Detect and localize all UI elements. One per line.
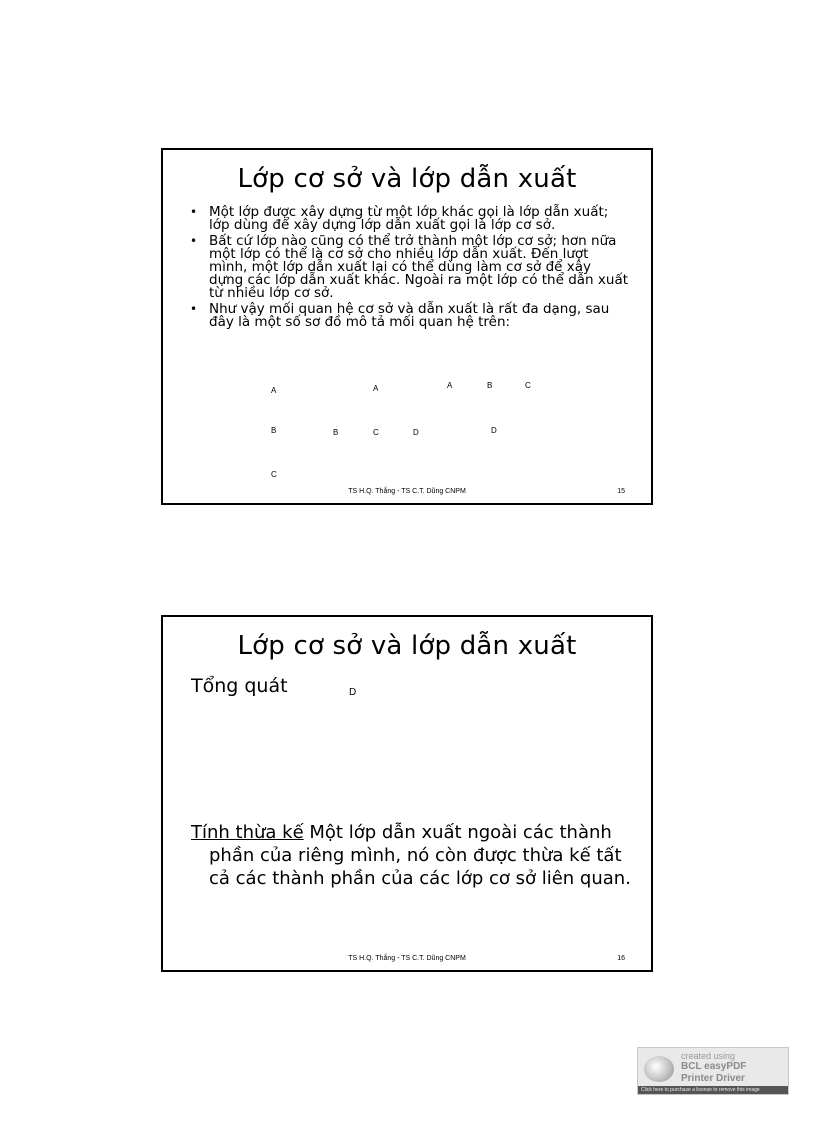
watermark-purchase-link[interactable]: Click here to purchase a license to remove this image [638, 1086, 788, 1094]
diagram-node: B [487, 381, 493, 390]
slide-title: Lớp cơ sở và lớp dẫn xuất [237, 164, 577, 194]
bullet-item [187, 235, 629, 300]
easypdf-watermark-badge[interactable] [637, 1047, 789, 1095]
bullet-dot-icon: • [190, 302, 198, 316]
bullet-list [187, 206, 629, 332]
diagram-node: B [333, 428, 339, 437]
page-number: 15 [617, 488, 625, 495]
slide-15 [161, 148, 653, 505]
bullet-text: Bất cứ lớp nào cũng có thể trở thành một lớp cơ sở; hơn nữa một lớp có thể là cơ sở cho nhiều lớp dẫn xuất. Đến lượt mình, một lớp dẫn xuất lại có thể dùng làm cơ sở để xây dựng các lớp dẫn xuất khác. Ngoài ra một lớp có thể dẫn xuất từ nhiều lớp cơ sở. [209, 233, 629, 301]
section-subheading: Tổng quát [191, 675, 288, 697]
slide-16 [161, 615, 653, 972]
inheritance-line-2: phần của riêng mình, nó còn được thừa kế tất [209, 845, 622, 866]
diagram-node: D [349, 687, 357, 698]
slide-title: Lớp cơ sở và lớp dẫn xuất [237, 631, 577, 661]
diagram-node: C [373, 428, 379, 437]
diagram-node: B [271, 426, 277, 435]
bullet-dot-icon: • [190, 234, 198, 248]
watermark-line-3: Printer Driver [681, 1073, 745, 1084]
page-number: 16 [617, 955, 625, 962]
diagram-node: C [271, 470, 277, 479]
slide-footer: TS H.Q. Thắng - TS C.T. Dũng CNPM [348, 955, 466, 962]
inheritance-term: Tính thừa kế [191, 822, 304, 843]
bullet-item [187, 206, 629, 232]
printer-icon [644, 1056, 674, 1082]
inheritance-first-line [191, 821, 631, 844]
bullet-dot-icon: • [190, 205, 198, 219]
diagram-node: A [447, 381, 453, 390]
inheritance-line-1: Một lớp dẫn xuất ngoài các thành [303, 822, 612, 843]
bullet-item [187, 303, 629, 329]
diagram-node: D [413, 428, 419, 437]
bullet-text: Một lớp được xây dựng từ một lớp khác gọi là lớp dẫn xuất; lớp dùng để xây dựng lớp dẫn xuất gọi là lớp cơ sở. [209, 204, 609, 233]
slide-footer: TS H.Q. Thắng - TS C.T. Dũng CNPM [348, 488, 466, 495]
inheritance-line-3: cả các thành phần của các lớp cơ sở liên quan. [209, 868, 631, 889]
diagram-node: D [491, 426, 497, 435]
bullet-text: Như vậy mối quan hệ cơ sở và dẫn xuất là rất đa dạng, sau đây là một số sơ đồ mô tả mối quan hệ trên: [209, 301, 610, 330]
diagram-node: A [271, 386, 277, 395]
diagram-node: A [373, 384, 379, 393]
watermark-line-2: BCL easyPDF [681, 1061, 747, 1072]
diagram-node: C [525, 381, 531, 390]
watermark-line-1: created using [681, 1051, 736, 1061]
inheritance-paragraph [191, 821, 631, 890]
